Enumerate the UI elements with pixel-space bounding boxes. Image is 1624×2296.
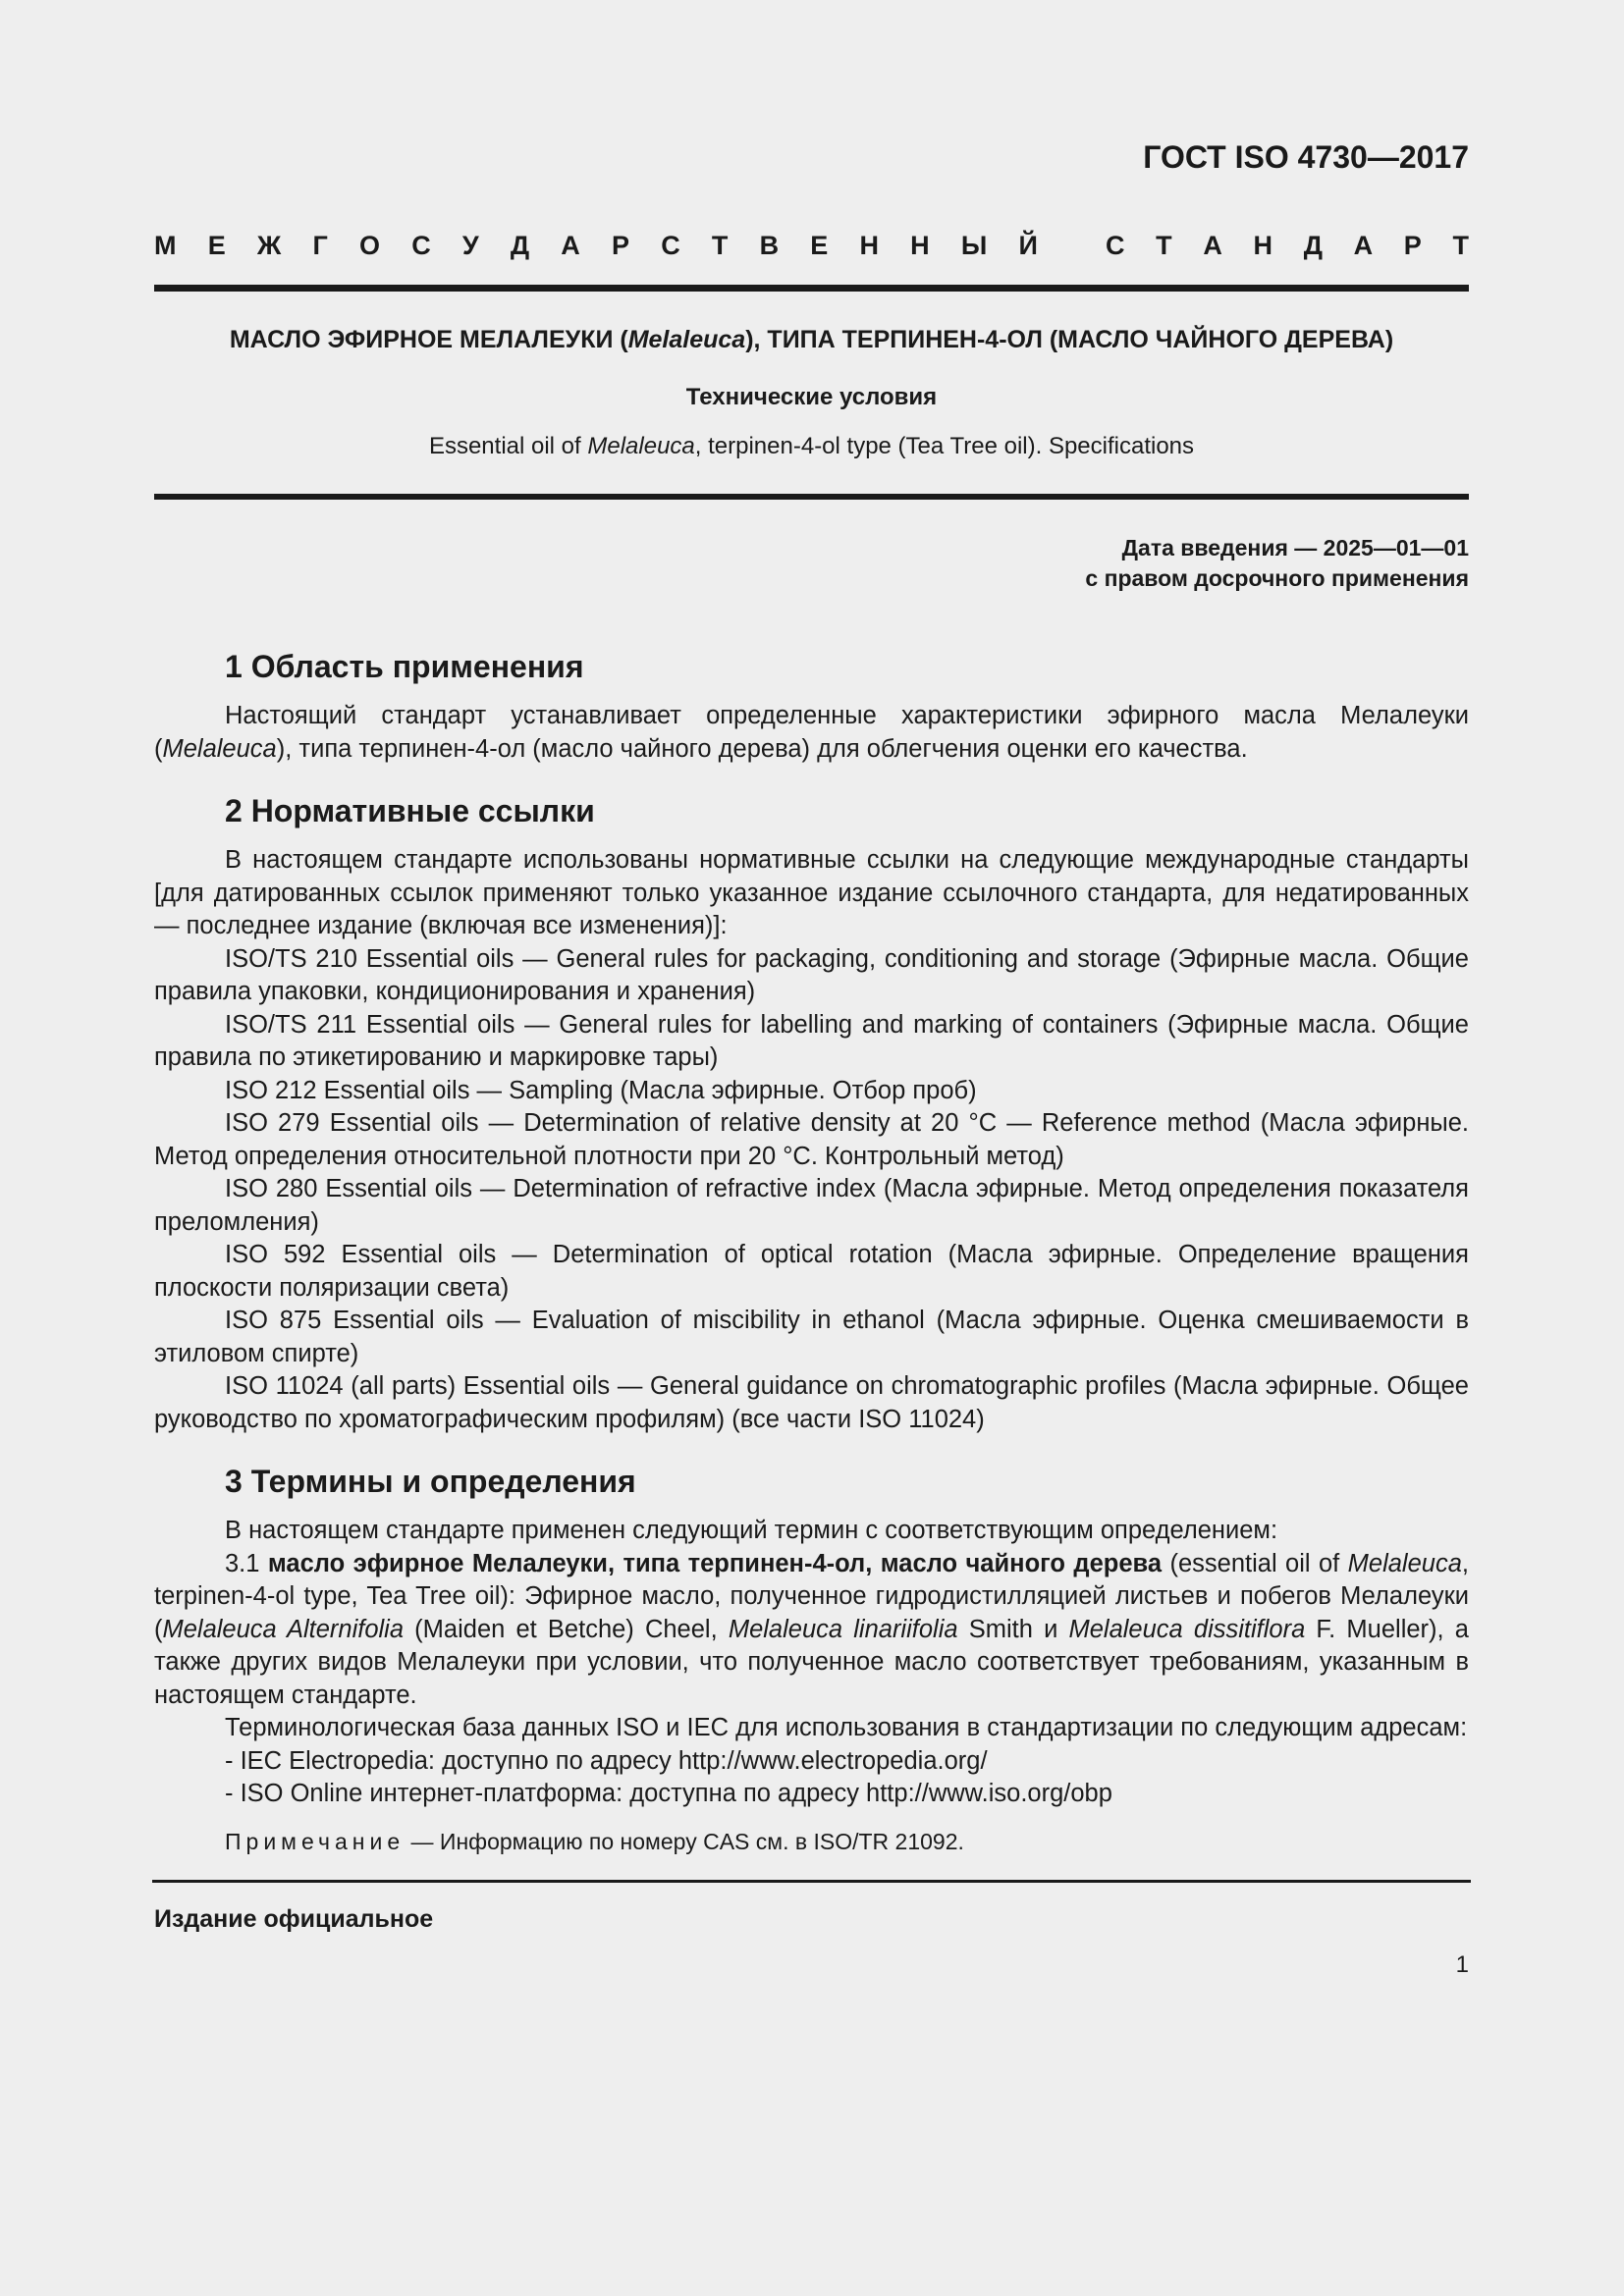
introduction-date: Дата введения — 2025—01—01 с правом досрочного применения (1085, 535, 1469, 591)
heading-letter: Н (1253, 231, 1273, 260)
section-body-terms (154, 1515, 1469, 1811)
document-title: МАСЛО ЭФИРНОЕ МЕЛАЛЕУКИ (Melaleuca), ТИПА ТЕРПИНЕН-4-ОЛ (МАСЛО ЧАЙНОГО ДЕРЕВА) (229, 326, 1394, 353)
section-body-scope (154, 700, 1469, 766)
reference-item: ISO 212 Essential oils — Sampling (Масла эфирные. Отбор проб) (225, 1076, 977, 1104)
heading-letter: Д (510, 231, 530, 260)
reference-item: ISO 592 Essential oils — Determination of optical rotation (Масла эфирные. Определение вращения плоскости поляризации света) (154, 1241, 1469, 1302)
section-heading-terms: 3 Термины и определения (225, 1464, 636, 1499)
heading-letter: С (1106, 231, 1125, 260)
standard-word (1106, 228, 1469, 263)
heading-letter: С (411, 231, 431, 260)
heading-letter: В (759, 231, 780, 260)
heading-letter: Ж (256, 231, 282, 260)
document-page (154, 137, 1469, 1981)
document-number: ГОСТ ISO 4730—2017 (1143, 139, 1469, 175)
reference-item: ISO 279 Essential oils — Determination of relative density at 20 °С — Reference method (Масла эфирные. Метод определения относительной плотности при 20 °С. Контрольный метод) (154, 1109, 1469, 1170)
title-rule (154, 494, 1469, 500)
document-subtitle: Технические условия (685, 384, 938, 410)
note-label: Примечание (225, 1828, 406, 1854)
interstate-word (154, 228, 1038, 263)
term-name: масло эфирное Мелалеуки, типа терпинен-4-ол, масло чайного дерева (267, 1549, 1163, 1577)
heading-letter: О (358, 231, 380, 260)
reference-item: ISO/TS 210 Essential oils — General rules for packaging, conditioning and storage (Эфирные масла. Общие правила упаковки, кондиционирования и хранения) (154, 944, 1469, 1005)
paragraph: Терминологическая база данных ISO и IEC для использования в стандартизации по следующим адресам: (225, 1714, 1468, 1741)
term-definition: 3.1 масло эфирное Мелалеуки, типа терпинен-4-ол, масло чайного дерева (essential oil of Melaleuca, terpinen-4-ol type, Tea Tree oil): Эфирное масло, полученное гидродистилляцией листьев и побегов Мелалеуки (Melaleuca Alternifolia (Maiden et Betche) Cheel, Melaleuca linariifolia Smith и Melaleuca dissitiflora F. Mueller), а также других видов Мелалеуки при условии, что полученное масло соответствует требованиям, указанным в настоящем стандарте. (154, 1549, 1469, 1709)
heading-letter: М (154, 231, 177, 260)
heading-letter: Д (1303, 231, 1323, 260)
title-latin-name: Melaleuca (627, 326, 746, 353)
heading-letter: А (1203, 231, 1222, 260)
reference-item: ISO 280 Essential oils — Determination of refractive index (Масла эфирные. Метод определения показателя преломления) (154, 1175, 1469, 1236)
heading-letter: Р (611, 231, 629, 260)
heading-letter: Е (810, 231, 829, 260)
english-title: Essential oil of Melaleuca, terpinen-4-ol type (Tea Tree oil). Specifications (428, 433, 1195, 459)
heading-letter: Р (1403, 231, 1422, 260)
heading-letter: Ы (960, 231, 988, 260)
heading-letter: С (661, 231, 680, 260)
heading-letter: Т (1156, 231, 1172, 260)
interstate-standard-heading (154, 228, 1469, 263)
heading-letter: Н (859, 231, 879, 260)
header-rule (154, 285, 1469, 292)
heading-letter: Т (711, 231, 729, 260)
paragraph: Настоящий стандарт устанавливает определенные характеристики эфирного масла Мелалеуки (Melaleuca), типа терпинен-4-ол (масло чайного дерева) для облегчения оценки его качества. (154, 702, 1469, 763)
paragraph: В настоящем стандарте применен следующий термин с соответствующим определением: (225, 1517, 1278, 1544)
section-body-normative-references (154, 844, 1469, 1436)
heading-letter: Г (312, 231, 328, 260)
page-number: 1 (1455, 1950, 1469, 1978)
heading-letter: А (1353, 231, 1374, 260)
heading-letter: А (561, 231, 580, 260)
paragraph: В настоящем стандарте использованы нормативные ссылки на следующие международные стандарты [для датированных ссылок применяют только указанное издание ссылочного стандарта, для недатированных — последнее издание (включая все изменения)]: (154, 846, 1469, 939)
heading-letter: У (461, 231, 479, 260)
heading-letter: Т (1452, 231, 1469, 260)
section-heading-scope: 1 Область применения (225, 649, 584, 684)
list-item: - ISO Online интернет-платформа: доступна по адресу http://www.iso.org/obp (225, 1780, 1112, 1807)
reference-item: ISO 11024 (all parts) Essential oils — General guidance on chromatographic profiles (Масла эфирные. Общее руководство по хроматографическим профилям) (все части ISO 11024) (154, 1372, 1469, 1433)
heading-letter: Н (910, 231, 930, 260)
heading-letter: Й (1018, 231, 1038, 260)
note: Примечание — Информацию по номеру CAS см. в ISO/TR 21092. (225, 1828, 964, 1854)
list-item: - IEC Electropedia: доступно по адресу http://www.electropedia.org/ (225, 1746, 988, 1775)
heading-letter: Е (207, 231, 226, 260)
official-edition-label: Издание официальное (154, 1904, 434, 1933)
footer-rule (152, 1880, 1471, 1883)
section-heading-normative-references: 2 Нормативные ссылки (225, 793, 595, 828)
reference-item: ISO 875 Essential oils — Evaluation of miscibility in ethanol (Масла эфирные. Оценка смешиваемости в этиловом спирте) (154, 1307, 1469, 1367)
reference-item: ISO/TS 211 Essential oils — General rules for labelling and marking of containers (Эфирные масла. Общие правила по этикетированию и маркировке тары) (154, 1010, 1469, 1071)
